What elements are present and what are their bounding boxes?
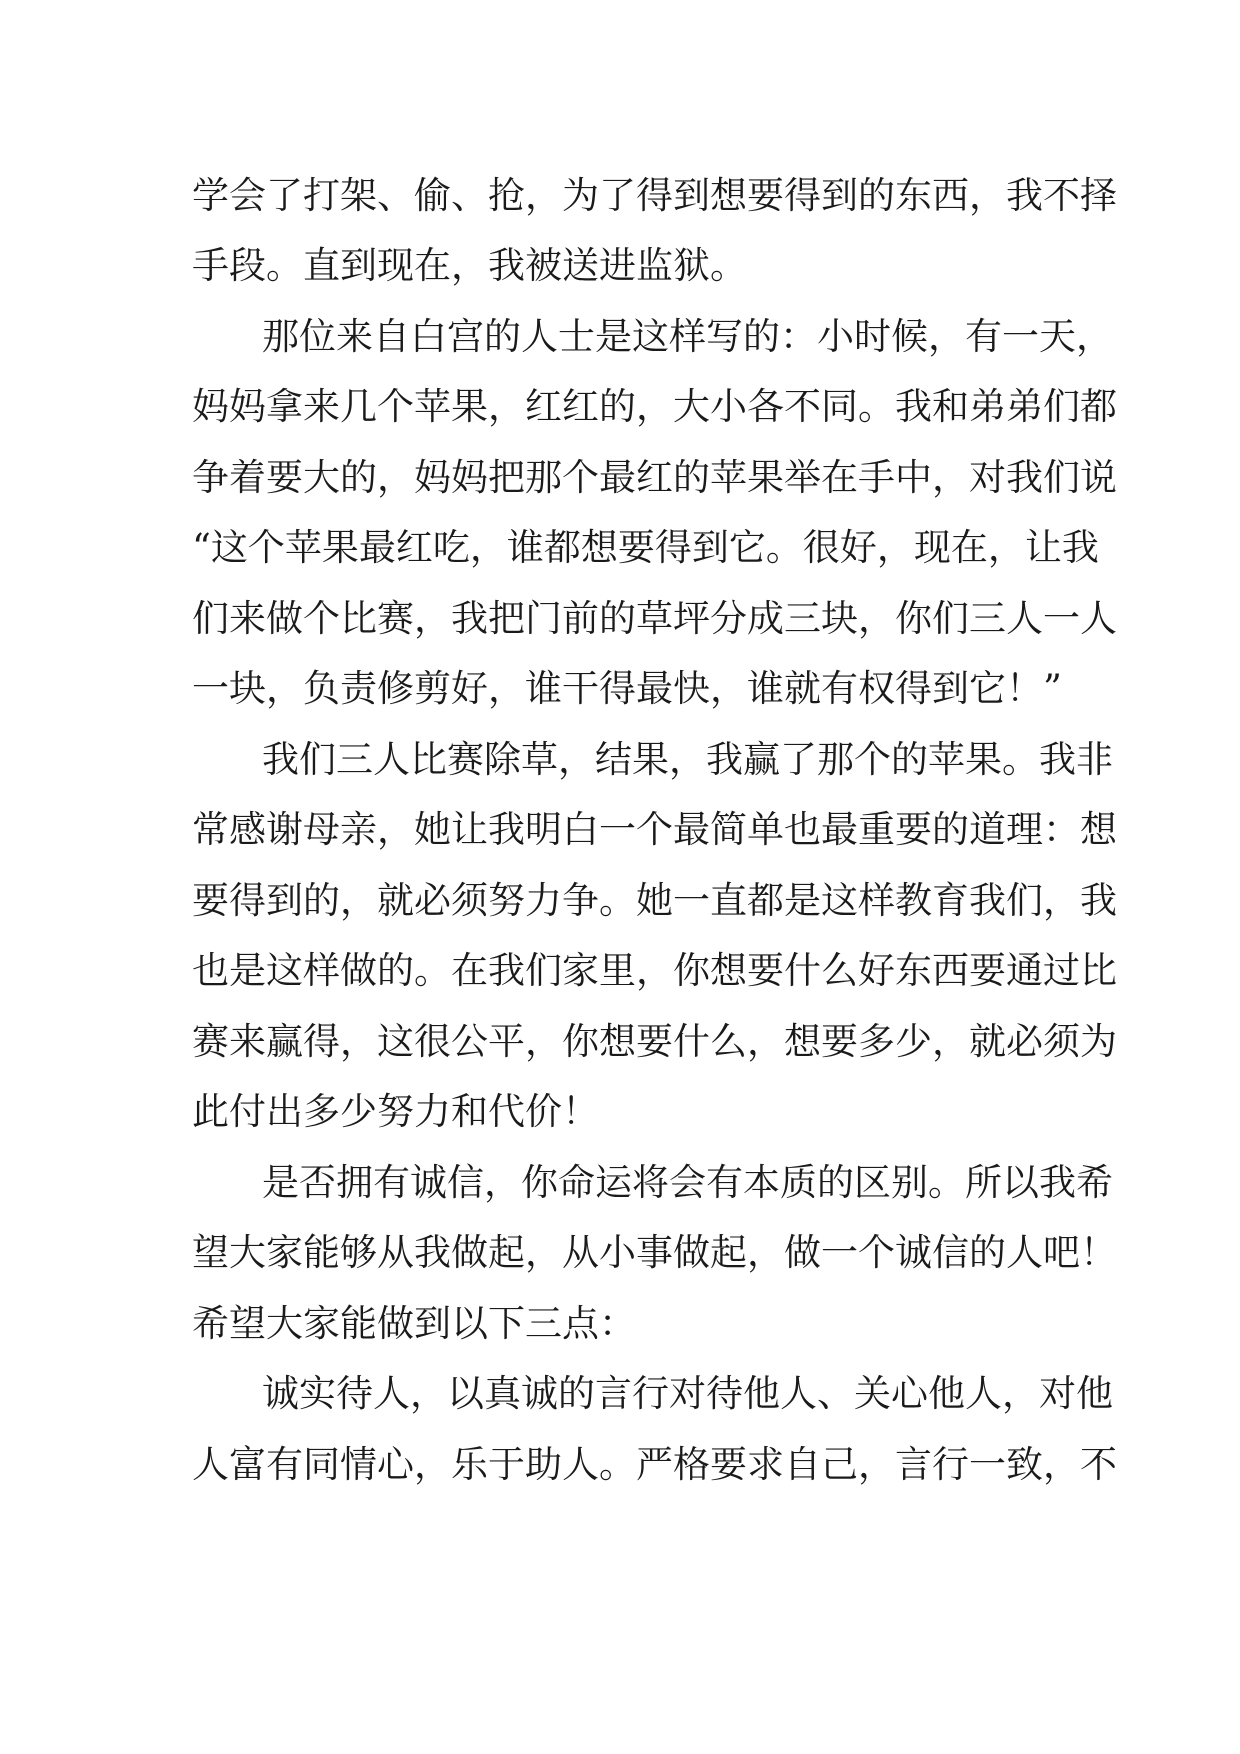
text-line — [0, 659, 1240, 719]
line-text: 我们三人比赛除草，结果，我赢了那个的苹果。我非 — [262, 738, 1113, 781]
text-line — [0, 589, 1240, 649]
line-text: 争着要大的，妈妈把那个最红的苹果举在手中，对我们说 — [192, 456, 1117, 499]
line-text: 是否拥有诚信，你命运将会有本质的区别。所以我希 — [262, 1161, 1113, 1204]
text-line — [0, 307, 1240, 367]
text-line — [0, 166, 1240, 226]
text-line — [0, 871, 1240, 931]
text-line — [0, 800, 1240, 860]
text-line — [0, 1012, 1240, 1072]
line-text: 一块，负责修剪好，谁干得最快，谁就有权得到它！” — [192, 667, 1062, 710]
text-line — [0, 1223, 1240, 1283]
line-text: 学会了打架、偷、抢，为了得到想要得到的东西，我不择 — [192, 174, 1117, 217]
line-text: 赛来赢得，这很公平，你想要什么，想要多少，就必须为 — [192, 1020, 1117, 1063]
line-text: 望大家能够从我做起，从小事做起，做一个诚信的人吧！ — [192, 1231, 1117, 1274]
line-text: 希望大家能做到以下三点： — [192, 1302, 636, 1345]
line-text: 那位来自白宫的人士是这样写的：小时候，有一天， — [262, 315, 1113, 358]
line-text: 手段。直到现在，我被送进监狱。 — [192, 244, 747, 287]
text-line — [0, 236, 1240, 296]
text-line — [0, 941, 1240, 1001]
text-line — [0, 730, 1240, 790]
line-text: 妈妈拿来几个苹果，红红的，大小各不同。我和弟弟们都 — [192, 385, 1117, 428]
line-text: 人富有同情心，乐于助人。严格要求自己，言行一致，不 — [192, 1443, 1117, 1486]
text-line — [0, 1294, 1240, 1354]
line-text: 常感谢母亲，她让我明白一个最简单也最重要的道理：想 — [192, 808, 1117, 851]
text-line — [0, 448, 1240, 508]
text-line — [0, 518, 1240, 578]
line-text: 也是这样做的。在我们家里，你想要什么好东西要通过比 — [192, 949, 1117, 992]
line-text: 们来做个比赛，我把门前的草坪分成三块，你们三人一人 — [192, 597, 1117, 640]
text-line — [0, 1364, 1240, 1424]
text-line — [0, 1082, 1240, 1142]
text-line — [0, 1435, 1240, 1495]
line-text: 诚实待人，以真诚的言行对待他人、关心他人，对他 — [262, 1372, 1113, 1415]
line-text: 此付出多少努力和代价！ — [192, 1090, 599, 1133]
line-text: 要得到的，就必须努力争。她一直都是这样教育我们，我 — [192, 879, 1117, 922]
text-line — [0, 1153, 1240, 1213]
line-text: “这个苹果最红吃，谁都想要得到它。很好，现在，让我 — [192, 526, 1099, 569]
text-line — [0, 377, 1240, 437]
